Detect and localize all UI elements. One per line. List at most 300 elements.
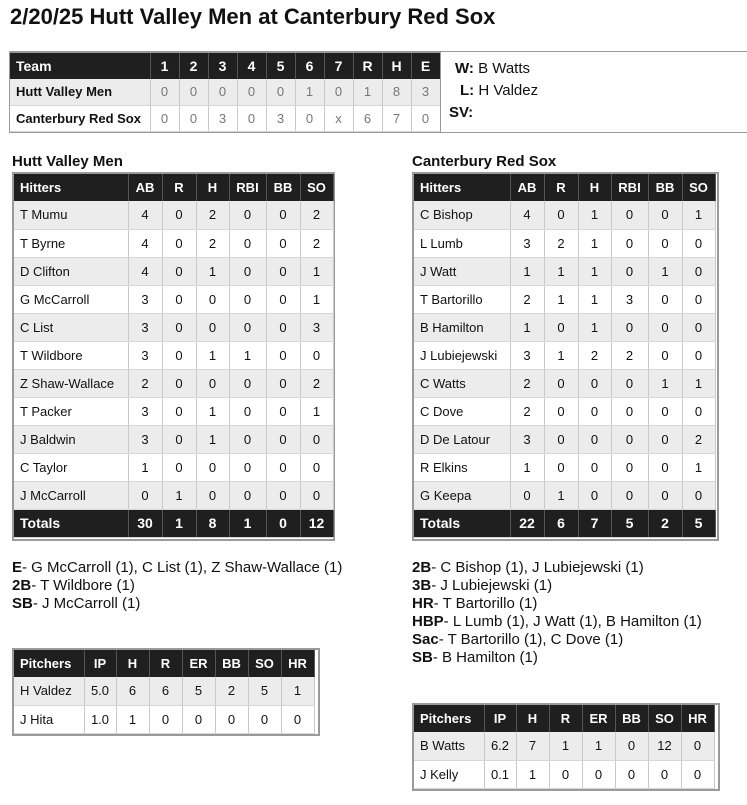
stat-cell: 1	[196, 257, 229, 285]
stat-cell: 0	[229, 257, 266, 285]
stat-cell: 0	[615, 760, 648, 788]
player-name: B Hamilton	[414, 313, 510, 341]
stat-cell: 0	[544, 397, 578, 425]
column-header: SO	[648, 705, 681, 732]
player-name: C Bishop	[414, 201, 510, 229]
column-header: R	[544, 174, 578, 201]
header-row	[14, 650, 314, 677]
stat-cell: 1	[582, 732, 615, 760]
note-text: - C Bishop (1), J Lubiejewski (1)	[431, 559, 644, 576]
column-header: 7	[324, 53, 353, 79]
stat-cell: 1	[116, 705, 149, 733]
pitcher-row	[14, 705, 314, 733]
player-name: T Mumu	[14, 201, 128, 229]
column-header: E	[411, 53, 440, 79]
column-header: HR	[681, 705, 714, 732]
note-label: 2B	[412, 559, 432, 576]
stat-cell: 1	[578, 313, 611, 341]
stat-cell: 0	[149, 705, 182, 733]
player-name: D Clifton	[14, 257, 128, 285]
totals-cell: 22	[510, 509, 544, 537]
column-header: Team	[10, 53, 150, 79]
stat-cell: 2	[196, 201, 229, 229]
stat-cell: 1	[516, 760, 549, 788]
stat-cell: 1	[648, 257, 682, 285]
page-title: 2/20/25 Hutt Valley Men at Canterbury Red Sox	[10, 4, 496, 29]
stat-cell: 0	[266, 313, 300, 341]
column-header: H	[516, 705, 549, 732]
inning-cell: 3	[208, 105, 237, 131]
stat-cell: 1	[682, 453, 715, 481]
batter-row	[14, 229, 333, 257]
note-label: SB	[12, 595, 33, 612]
stat-cell: 4	[128, 201, 162, 229]
stat-cell: 0	[648, 229, 682, 257]
stat-cell: 0	[229, 425, 266, 453]
stat-cell: 0	[266, 201, 300, 229]
stat-cell: 0	[611, 313, 648, 341]
stat-cell: 1	[648, 369, 682, 397]
stat-cell: 2	[300, 229, 333, 257]
stat-cell: 0.1	[484, 760, 516, 788]
player-name: L Lumb	[414, 229, 510, 257]
column-header: R	[149, 650, 182, 677]
away-notes	[12, 559, 342, 613]
stat-cell: 0	[229, 369, 266, 397]
batter-row	[14, 425, 333, 453]
column-header: Pitchers	[14, 650, 84, 677]
stat-cell: 0	[648, 481, 682, 509]
stat-cell: 1	[544, 481, 578, 509]
header-row	[10, 53, 440, 79]
totals-cell: 12	[300, 509, 333, 537]
player-name: G McCarroll	[14, 285, 128, 313]
player-name: B Watts	[414, 732, 484, 760]
totals-cell: 1	[229, 509, 266, 537]
column-header: IP	[84, 650, 116, 677]
stat-cell: 3	[510, 341, 544, 369]
inning-cell: 0	[150, 79, 179, 105]
stat-cell: 1	[544, 285, 578, 313]
stat-cell: 0	[544, 201, 578, 229]
batter-row	[14, 397, 333, 425]
column-header: HR	[281, 650, 314, 677]
stat-cell: 0	[162, 257, 196, 285]
inning-cell: 3	[266, 105, 295, 131]
column-header: H	[578, 174, 611, 201]
note-text: - J Lubiejewski (1)	[431, 577, 553, 594]
player-name: J Watt	[414, 257, 510, 285]
inning-cell: 6	[353, 105, 382, 131]
stat-cell: 0	[611, 201, 648, 229]
totals-label: Totals	[414, 509, 510, 537]
stat-cell: 1	[300, 285, 333, 313]
stat-cell: 0	[682, 285, 715, 313]
note-label: Sac	[412, 631, 439, 648]
linescore-row	[10, 105, 440, 131]
column-header: AB	[510, 174, 544, 201]
column-header: R	[549, 705, 582, 732]
stat-cell: 0	[229, 481, 266, 509]
stat-cell: 0	[162, 341, 196, 369]
stat-cell: 0	[266, 453, 300, 481]
stat-cell: 0	[648, 313, 682, 341]
stat-cell: 0	[681, 760, 714, 788]
linescore-row	[10, 79, 440, 105]
batter-row	[414, 481, 715, 509]
stat-cell: 2	[215, 677, 248, 705]
pitcher-row	[414, 760, 714, 788]
stat-cell: 0	[578, 425, 611, 453]
stat-cell: 2	[128, 369, 162, 397]
note-line	[412, 631, 702, 649]
home-batting-table	[414, 174, 716, 538]
stat-cell: 0	[162, 425, 196, 453]
stat-cell: 0	[162, 453, 196, 481]
stat-cell: 0	[266, 257, 300, 285]
note-text: - B Hamilton (1)	[432, 649, 538, 666]
stat-cell: 2	[510, 397, 544, 425]
note-text: - T Wildbore (1)	[31, 577, 135, 594]
stat-cell: 1	[578, 229, 611, 257]
player-name: J Kelly	[414, 760, 484, 788]
stat-cell: 0	[248, 705, 281, 733]
stat-cell: 1	[549, 732, 582, 760]
note-line	[12, 559, 342, 577]
stat-cell: 0	[578, 453, 611, 481]
totals-cell: 0	[266, 509, 300, 537]
column-header: RBI	[229, 174, 266, 201]
stat-cell: 0	[611, 229, 648, 257]
totals-cell: 30	[128, 509, 162, 537]
stat-cell: 2	[300, 201, 333, 229]
totals-cell: 6	[544, 509, 578, 537]
stat-cell: 0	[300, 481, 333, 509]
save-pitcher: SV:	[449, 104, 474, 121]
column-header: SO	[682, 174, 715, 201]
stat-cell: 1	[510, 257, 544, 285]
column-header: 5	[266, 53, 295, 79]
note-line	[12, 595, 342, 613]
player-name: H Valdez	[14, 677, 84, 705]
totals-cell: 8	[196, 509, 229, 537]
stat-cell: 0	[648, 285, 682, 313]
note-line	[412, 559, 702, 577]
player-name: T Packer	[14, 397, 128, 425]
stat-cell: 0	[162, 285, 196, 313]
stat-cell: 3	[611, 285, 648, 313]
batter-row	[14, 313, 333, 341]
winning-pitcher: W: B Watts	[455, 60, 531, 77]
home-team-heading: Canterbury Red Sox	[412, 153, 557, 170]
stat-cell: 3	[128, 313, 162, 341]
stat-cell: 0	[229, 201, 266, 229]
stat-cell: 0	[266, 285, 300, 313]
column-header: SO	[300, 174, 333, 201]
column-header: 6	[295, 53, 324, 79]
stat-cell: 0	[266, 425, 300, 453]
stat-cell: 1	[578, 257, 611, 285]
batter-row	[414, 229, 715, 257]
note-label: HR	[412, 595, 434, 612]
stat-cell: 0	[229, 453, 266, 481]
column-header: SO	[248, 650, 281, 677]
column-header: IP	[484, 705, 516, 732]
column-header: ER	[182, 650, 215, 677]
stat-cell: 0	[266, 341, 300, 369]
stat-cell: 3	[128, 425, 162, 453]
stat-cell: 2	[300, 369, 333, 397]
stat-cell: 4	[128, 229, 162, 257]
inning-cell: 0	[295, 105, 324, 131]
inning-cell: 0	[150, 105, 179, 131]
note-text: - L Lumb (1), J Watt (1), B Hamilton (1)	[443, 613, 702, 630]
stat-cell: 2	[682, 425, 715, 453]
player-name: C Dove	[414, 397, 510, 425]
decisions-panel	[440, 51, 747, 133]
stat-cell: 0	[162, 313, 196, 341]
stat-cell: 0	[611, 257, 648, 285]
stat-cell: 1	[229, 341, 266, 369]
away-team-heading: Hutt Valley Men	[12, 153, 123, 170]
batter-row	[414, 341, 715, 369]
away-pitching-table	[14, 650, 315, 734]
stat-cell: 1	[510, 313, 544, 341]
note-text: - T Bartorillo (1)	[433, 595, 538, 612]
totals-row	[414, 509, 715, 537]
stat-cell: 3	[128, 397, 162, 425]
inning-cell: 0	[237, 79, 266, 105]
note-line	[412, 613, 702, 631]
header-row	[414, 705, 714, 732]
pitcher-row	[14, 677, 314, 705]
stat-cell: 0	[682, 313, 715, 341]
inning-cell: 1	[295, 79, 324, 105]
column-header: 4	[237, 53, 266, 79]
batter-row	[414, 369, 715, 397]
column-header: AB	[128, 174, 162, 201]
player-name: J Hita	[14, 705, 84, 733]
column-header: R	[353, 53, 382, 79]
stat-cell: 1	[281, 677, 314, 705]
stat-cell: 1	[196, 341, 229, 369]
column-header: BB	[215, 650, 248, 677]
stat-cell: 0	[162, 229, 196, 257]
team-name: Canterbury Red Sox	[10, 105, 150, 131]
column-header: 2	[179, 53, 208, 79]
stat-cell: 0	[615, 732, 648, 760]
stat-cell: 2	[196, 229, 229, 257]
totals-cell: 5	[611, 509, 648, 537]
stat-cell: 0	[215, 705, 248, 733]
pitcher-row	[414, 732, 714, 760]
team-name: Hutt Valley Men	[10, 79, 150, 105]
stat-cell: 0	[196, 313, 229, 341]
stat-cell: 0	[229, 313, 266, 341]
stat-cell: 0	[648, 760, 681, 788]
stat-cell: 5.0	[84, 677, 116, 705]
stat-cell: 0	[162, 201, 196, 229]
stat-cell: 5	[182, 677, 215, 705]
totals-cell: 7	[578, 509, 611, 537]
totals-cell: 5	[682, 509, 715, 537]
player-name: J Baldwin	[14, 425, 128, 453]
inning-cell: 0	[179, 105, 208, 131]
totals-row	[14, 509, 333, 537]
batter-row	[414, 453, 715, 481]
stat-cell: 0	[578, 397, 611, 425]
inning-cell: 0	[266, 79, 295, 105]
column-header: RBI	[611, 174, 648, 201]
note-label: 3B	[412, 577, 432, 594]
stat-cell: 0	[544, 425, 578, 453]
stat-cell: 5	[248, 677, 281, 705]
stat-cell: 2	[578, 341, 611, 369]
stat-cell: 1	[578, 201, 611, 229]
player-name: J McCarroll	[14, 481, 128, 509]
column-header: H	[382, 53, 411, 79]
header-row	[414, 174, 715, 201]
stat-cell: 0	[162, 369, 196, 397]
batter-row	[14, 257, 333, 285]
column-header: BB	[648, 174, 682, 201]
stat-cell: 3	[510, 229, 544, 257]
home-pitching-table	[414, 705, 715, 789]
column-header: BB	[266, 174, 300, 201]
inning-cell: 0	[411, 105, 440, 131]
stat-cell: 1	[196, 425, 229, 453]
player-name: Z Shaw-Wallace	[14, 369, 128, 397]
inning-cell: 7	[382, 105, 411, 131]
batter-row	[14, 201, 333, 229]
stat-cell: 1	[162, 481, 196, 509]
note-text: - J McCarroll (1)	[32, 595, 141, 612]
batter-row	[14, 481, 333, 509]
batter-row	[414, 285, 715, 313]
stat-cell: 0	[544, 453, 578, 481]
batter-row	[414, 201, 715, 229]
stat-cell: 6.2	[484, 732, 516, 760]
note-line	[412, 577, 702, 595]
stat-cell: 1	[510, 453, 544, 481]
stat-cell: 0	[681, 732, 714, 760]
losing-pitcher: L: H Valdez	[460, 82, 539, 99]
inning-cell: 3	[411, 79, 440, 105]
stat-cell: 0	[682, 397, 715, 425]
player-name: D De Latour	[414, 425, 510, 453]
stat-cell: 0	[196, 481, 229, 509]
stat-cell: 1	[544, 257, 578, 285]
inning-cell: 1	[353, 79, 382, 105]
player-name: T Bartorillo	[414, 285, 510, 313]
inning-cell: 0	[179, 79, 208, 105]
player-name: C List	[14, 313, 128, 341]
stat-cell: 2	[611, 341, 648, 369]
stat-cell: 0	[682, 481, 715, 509]
player-name: R Elkins	[414, 453, 510, 481]
note-line	[412, 649, 702, 667]
stat-cell: 2	[510, 285, 544, 313]
stat-cell: 6	[116, 677, 149, 705]
stat-cell: 0	[611, 425, 648, 453]
stat-cell: 0	[266, 481, 300, 509]
stat-cell: 0	[578, 369, 611, 397]
note-text: - G McCarroll (1), C List (1), Z Shaw-Wallace (1)	[22, 559, 343, 576]
stat-cell: 0	[648, 425, 682, 453]
column-header: 3	[208, 53, 237, 79]
stat-cell: 0	[196, 285, 229, 313]
note-line	[412, 595, 702, 613]
header-row	[14, 174, 333, 201]
stat-cell: 0	[229, 285, 266, 313]
batter-row	[14, 369, 333, 397]
stat-cell: 7	[516, 732, 549, 760]
stat-cell: 0	[300, 341, 333, 369]
inning-cell: 0	[208, 79, 237, 105]
stat-cell: 1	[300, 397, 333, 425]
player-name: G Keepa	[414, 481, 510, 509]
stat-cell: 2	[510, 369, 544, 397]
stat-cell: 0	[266, 369, 300, 397]
player-name: T Wildbore	[14, 341, 128, 369]
stat-cell: 0	[611, 453, 648, 481]
stat-cell: 2	[544, 229, 578, 257]
column-header: 1	[150, 53, 179, 79]
inning-cell: 0	[324, 79, 353, 105]
note-label: SB	[412, 649, 433, 666]
stat-cell: 0	[544, 313, 578, 341]
stat-cell: 0	[510, 481, 544, 509]
batter-row	[414, 425, 715, 453]
stat-cell: 0	[300, 453, 333, 481]
player-name: C Taylor	[14, 453, 128, 481]
stat-cell: 0	[682, 229, 715, 257]
stat-cell: 0	[196, 453, 229, 481]
stat-cell: 0	[182, 705, 215, 733]
stat-cell: 0	[648, 453, 682, 481]
note-label: 2B	[12, 577, 32, 594]
stat-cell: 0	[549, 760, 582, 788]
stat-cell: 0	[648, 201, 682, 229]
home-notes	[412, 559, 702, 667]
stat-cell: 0	[611, 369, 648, 397]
stat-cell: 1	[300, 257, 333, 285]
stat-cell: 0	[611, 481, 648, 509]
stat-cell: 0	[544, 369, 578, 397]
stat-cell: 0	[611, 397, 648, 425]
stat-cell: 3	[510, 425, 544, 453]
stat-cell: 0	[648, 341, 682, 369]
totals-cell: 1	[162, 509, 196, 537]
batter-row	[14, 453, 333, 481]
stat-cell: 1	[682, 201, 715, 229]
stat-cell: 1	[682, 369, 715, 397]
player-name: T Byrne	[14, 229, 128, 257]
stat-cell: 0	[582, 760, 615, 788]
column-header: R	[162, 174, 196, 201]
stat-cell: 0	[578, 481, 611, 509]
batter-row	[414, 257, 715, 285]
column-header: Hitters	[14, 174, 128, 201]
totals-cell: 2	[648, 509, 682, 537]
column-header: Pitchers	[414, 705, 484, 732]
inning-cell: x	[324, 105, 353, 131]
column-header: Hitters	[414, 174, 510, 201]
stat-cell: 0	[682, 257, 715, 285]
totals-label: Totals	[14, 509, 128, 537]
player-name: C Watts	[414, 369, 510, 397]
stat-cell: 0	[266, 397, 300, 425]
